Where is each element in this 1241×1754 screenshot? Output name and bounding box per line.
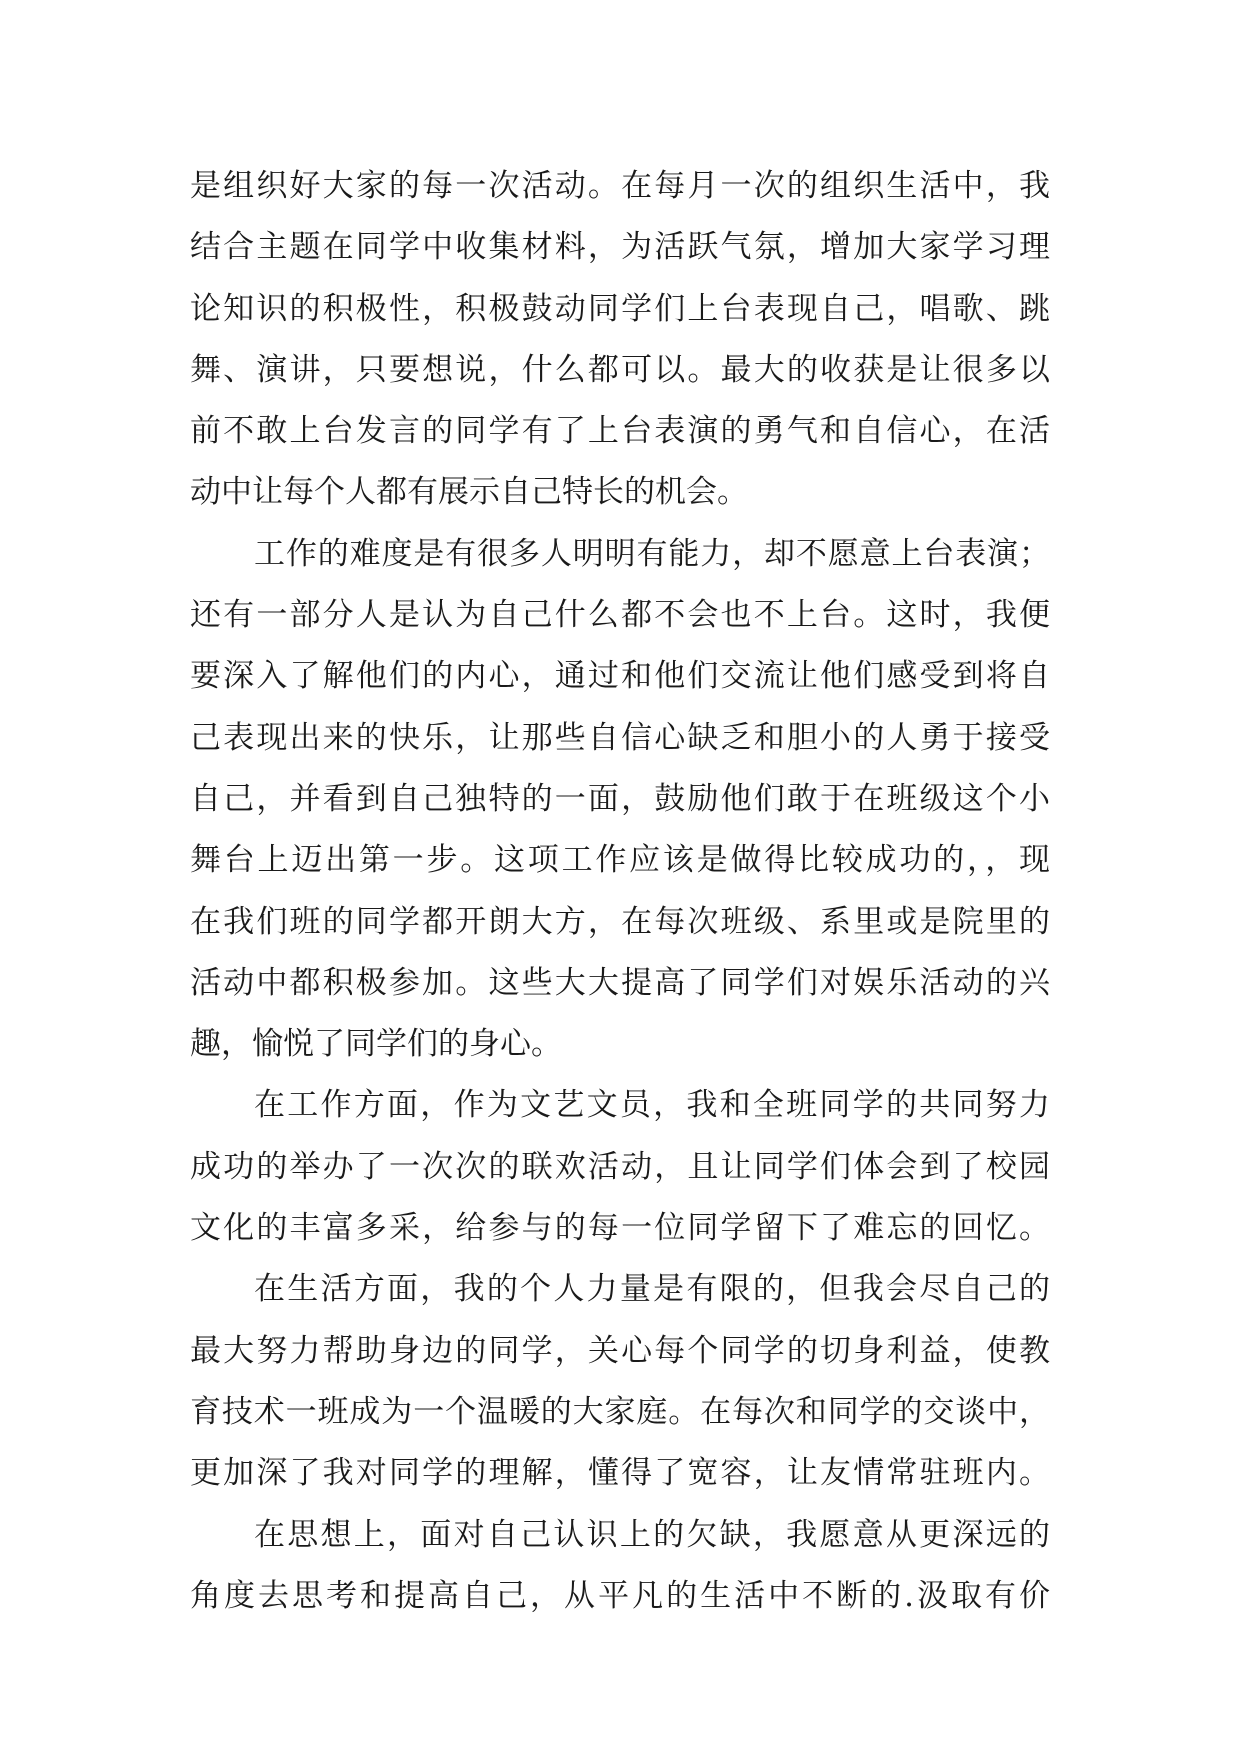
text-line: 趣，愉悦了同学们的身心。 <box>190 1026 562 1063</box>
text-line: 成功的举办了一次次的联欢活动，且让同学们体会到了校园 <box>190 1148 1050 1185</box>
text-line: 舞台上迈出第一步。这项工作应该是做得比较成功的，，现 <box>190 842 1050 879</box>
text-line: 己表现出来的快乐，让那些自信心缺乏和胆小的人勇于接受 <box>190 719 1050 756</box>
paragraph-first-line: 在工作方面，作为文艺文员，我和全班同学的共同努力 <box>254 1087 1050 1124</box>
text-line: 活动中都积极参加。这些大大提高了同学们对娱乐活动的兴 <box>190 964 1050 1001</box>
text-line: 要深入了解他们的内心，通过和他们交流让他们感受到将自 <box>190 658 1050 695</box>
text-line: 最大努力帮助身边的同学，关心每个同学的切身利益，使教 <box>190 1332 1050 1369</box>
paragraph-first-line: 在思想上，面对自己认识上的欠缺，我愿意从更深远的 <box>254 1516 1050 1553</box>
text-line: 是组织好大家的每一次活动。在每月一次的组织生活中，我 <box>190 168 1050 204</box>
text-line: 在我们班的同学都开朗大方，在每次班级、系里或是院里的 <box>190 903 1050 940</box>
paragraph-first-line: 在生活方面，我的个人力量是有限的，但我会尽自己的 <box>254 1271 1050 1308</box>
text-line: 前不敢上台发言的同学有了上台表演的勇气和自信心，在活 <box>190 413 1050 450</box>
text-line: 论知识的积极性，积极鼓动同学们上台表现自己，唱歌、跳 <box>190 290 1050 327</box>
text-line: 角度去思考和提高自己，从平凡的生活中不断的.汲取有价 <box>190 1577 1050 1614</box>
text-line: 还有一部分人是认为自己什么都不会也不上台。这时，我便 <box>190 597 1050 634</box>
text-line: 自己，并看到自己独特的一面，鼓励他们敢于在班级这个小 <box>190 780 1050 817</box>
text-line: 文化的丰富多采，给参与的每一位同学留下了难忘的回忆。 <box>190 1210 1050 1247</box>
body-text <box>190 156 1050 1627</box>
text-line: 育技术一班成为一个温暖的大家庭。在每次和同学的交谈中， <box>190 1393 1050 1430</box>
text-line: 舞、演讲，只要想说，什么都可以。最大的收获是让很多以 <box>190 351 1050 388</box>
paragraph-first-line: 工作的难度是有很多人明明有能力，却不愿意上台表演； <box>254 535 1050 572</box>
text-line: 动中让每个人都有展示自己特长的机会。 <box>190 474 748 511</box>
text-line: 结合主题在同学中收集材料，为活跃气氛，增加大家学习理 <box>190 229 1050 266</box>
text-line: 更加深了我对同学的理解，懂得了宽容，让友情常驻班内。 <box>190 1455 1050 1492</box>
